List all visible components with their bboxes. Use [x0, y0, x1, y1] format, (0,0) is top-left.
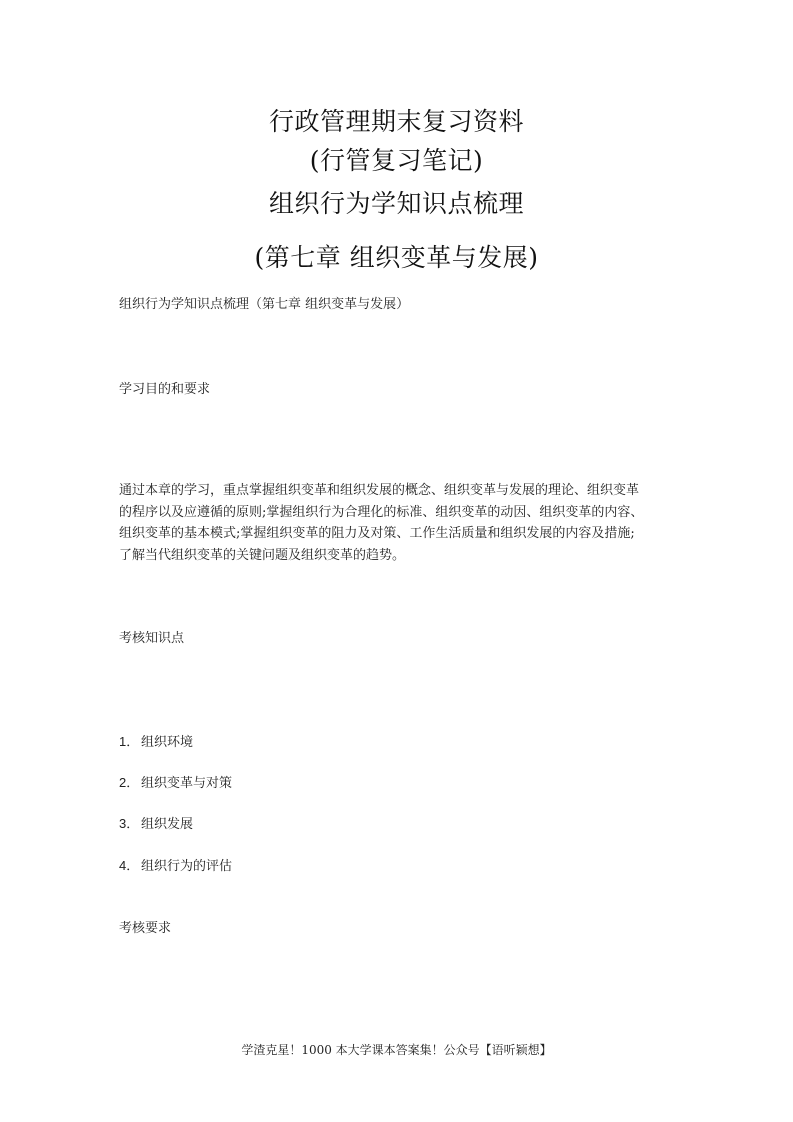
list-number: 4．	[119, 858, 140, 873]
list-number: 3．	[119, 816, 140, 831]
document-title: 行政管理期末复习资料	[268, 107, 524, 136]
list-text: 组织发展	[141, 817, 194, 832]
paragraph-line: 的程序以及应遵循的原则;掌握组织行为合理化的标准、组织变革的动因、组织变革的内容、	[119, 504, 644, 520]
page-footer: 学渣克星！1000 本大学课本答案集！公众号【语听颖想】	[241, 1043, 552, 1057]
list-item	[119, 772, 232, 791]
chapter-title: (第七章 组织变革与发展)	[254, 243, 539, 272]
paragraph-line: 通过本章的学习，重点掌握组织变革和组织发展的概念、组织变革与发展的理论、组织变革	[119, 483, 640, 498]
learning-goals-paragraph	[119, 480, 679, 566]
document-subtitle: (行管复习笔记)	[309, 146, 484, 175]
list-item	[119, 731, 193, 750]
topic-line: 组织行为学知识点梳理（第七章 组织变革与发展）	[119, 297, 410, 312]
list-item	[119, 813, 193, 832]
list-text: 组织行为的评估	[141, 859, 233, 874]
section-heading-requirements: 考核要求	[119, 921, 172, 936]
list-text: 组织变革与对策	[141, 776, 233, 791]
paragraph-line: 了解当代组织变革的关键问题及组织变革的趋势。	[119, 547, 406, 563]
list-number: 2．	[119, 775, 140, 790]
section-heading-learning-goals: 学习目的和要求	[119, 382, 211, 397]
document-topic-title: 组织行为学知识点梳理	[268, 189, 524, 218]
list-item	[119, 855, 232, 874]
section-heading-key-points: 考核知识点	[119, 631, 185, 646]
list-number: 1．	[119, 734, 140, 749]
list-text: 组织环境	[141, 735, 194, 750]
paragraph-line: 组织变革的基本模式;掌握组织变革的阻力及对策、工作生活质量和组织发展的内容及措施;	[119, 526, 635, 541]
